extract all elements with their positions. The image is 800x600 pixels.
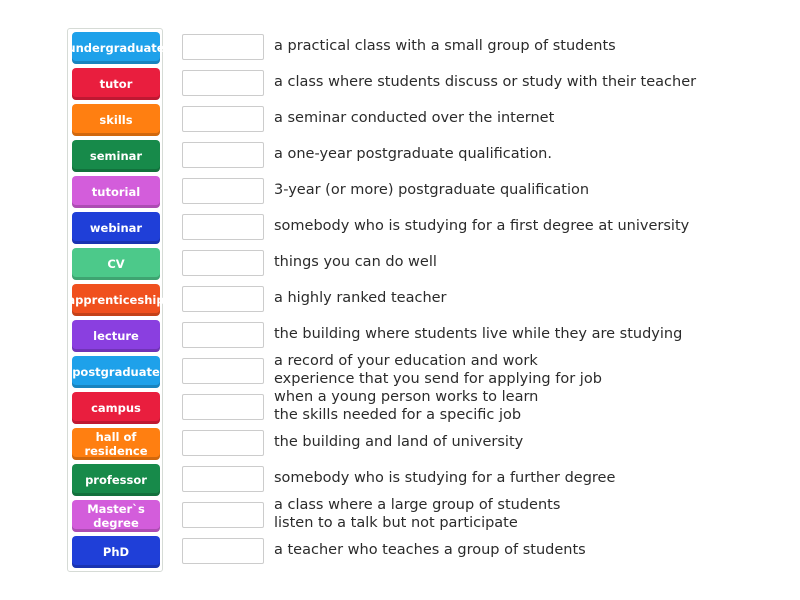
drop-slot-2[interactable] [182, 70, 264, 96]
definition-3: a seminar conducted over the internet [274, 110, 555, 126]
drop-slot-4[interactable] [182, 142, 264, 168]
word-tile-phd[interactable]: PhD [72, 536, 160, 568]
word-tile-seminar[interactable]: seminar [72, 140, 160, 172]
word-tile-masters-degree[interactable]: Master`s degree [72, 500, 160, 532]
word-tile-postgraduate[interactable]: postgraduate [72, 356, 160, 388]
drop-slot-5[interactable] [182, 178, 264, 204]
definition-9: the building where students live while they are studying [274, 326, 683, 342]
drop-slot-9[interactable] [182, 322, 264, 348]
word-tile-hall-of-residence[interactable]: hall of residence [72, 428, 160, 460]
drop-slot-14[interactable] [182, 502, 264, 528]
definition-15: a teacher who teaches a group of students [274, 542, 586, 558]
drop-slot-6[interactable] [182, 214, 264, 240]
drop-slot-12[interactable] [182, 430, 264, 456]
word-tile-tutorial[interactable]: tutorial [72, 176, 160, 208]
definition-7: things you can do well [274, 254, 437, 270]
drop-slot-8[interactable] [182, 286, 264, 312]
definition-8: a highly ranked teacher [274, 290, 447, 306]
word-bank [67, 28, 163, 572]
definition-6: somebody who is studying for a first degree at university [274, 218, 690, 234]
word-tile-campus[interactable]: campus [72, 392, 160, 424]
drop-slot-10[interactable] [182, 358, 264, 384]
word-tile-undergraduate[interactable]: undergraduate [72, 32, 160, 64]
drop-slot-11[interactable] [182, 394, 264, 420]
definition-5: 3-year (or more) postgraduate qualification [274, 182, 590, 198]
drop-slot-13[interactable] [182, 466, 264, 492]
definition-12: the building and land of university [274, 434, 524, 450]
word-tile-skills[interactable]: skills [72, 104, 160, 136]
word-tile-tutor[interactable]: tutor [72, 68, 160, 100]
definition-2: a class where students discuss or study with their teacher [274, 74, 697, 90]
definition-4: a one-year postgraduate qualification. [274, 146, 552, 162]
definition-11: when a young person works to learn the skills needed for a specific job [274, 389, 539, 423]
word-tile-cv[interactable]: CV [72, 248, 160, 280]
definition-14: a class where a large group of students listen to a talk but not participate [274, 497, 561, 531]
drop-slot-3[interactable] [182, 106, 264, 132]
drop-slot-15[interactable] [182, 538, 264, 564]
drop-slot-1[interactable] [182, 34, 264, 60]
word-tile-lecture[interactable]: lecture [72, 320, 160, 352]
word-tile-apprenticeship[interactable]: apprenticeship [72, 284, 160, 316]
definition-10: a record of your education and work experience that you send for applying for job [274, 353, 602, 387]
definition-1: a practical class with a small group of students [274, 38, 616, 54]
drop-slot-7[interactable] [182, 250, 264, 276]
definition-13: somebody who is studying for a further degree [274, 470, 616, 486]
word-tile-professor[interactable]: professor [72, 464, 160, 496]
word-tile-webinar[interactable]: webinar [72, 212, 160, 244]
